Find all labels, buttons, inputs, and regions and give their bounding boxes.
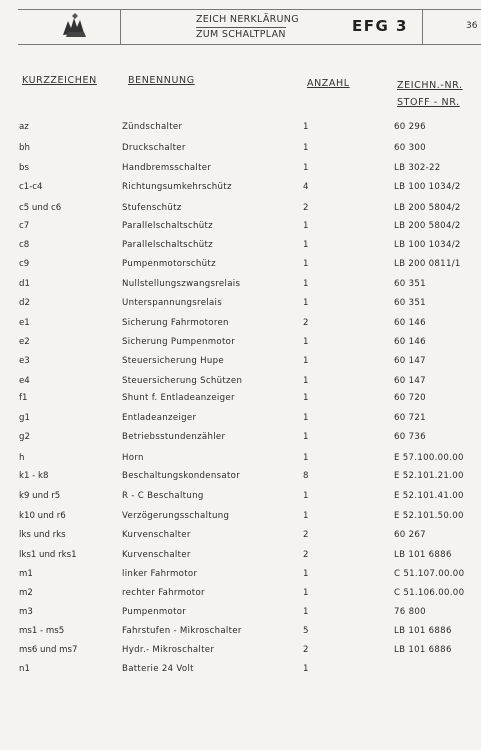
table-row xyxy=(0,259,481,277)
component-code: c1-c4 xyxy=(19,182,43,192)
component-reference: 60 720 xyxy=(394,393,426,403)
component-quantity: 1 xyxy=(303,607,309,617)
component-name: Hydr.- Mikroschalter xyxy=(122,645,215,655)
component-code: e2 xyxy=(19,337,30,347)
component-quantity: 1 xyxy=(303,413,309,423)
column-header-code: KURZZEICHEN xyxy=(22,75,97,86)
component-name: Parallelschaltschütz xyxy=(122,221,213,231)
component-name: Steuersicherung Hupe xyxy=(122,356,224,366)
component-quantity: 1 xyxy=(303,588,309,598)
component-code: g1 xyxy=(19,413,30,423)
component-quantity: 1 xyxy=(303,279,309,289)
component-reference: LB 200 5804/2 xyxy=(394,203,461,213)
table-row xyxy=(0,626,481,644)
component-reference: 60 351 xyxy=(394,279,426,289)
model-label: EFG 3 xyxy=(352,17,408,35)
component-quantity: 2 xyxy=(303,530,309,540)
component-reference: LB 100 1034/2 xyxy=(394,240,461,250)
table-row xyxy=(0,356,481,374)
component-code: c5 und c6 xyxy=(19,203,62,213)
table-row xyxy=(0,318,481,336)
component-code: h xyxy=(19,453,25,463)
component-reference: 60 267 xyxy=(394,530,426,540)
component-reference: C 51.106.00.00 xyxy=(394,588,465,598)
component-name: Parallelschaltschütz xyxy=(122,240,213,250)
component-name: Stufenschütz xyxy=(122,203,182,213)
component-reference: LB 100 1034/2 xyxy=(394,182,461,192)
table-row xyxy=(0,607,481,625)
component-quantity: 2 xyxy=(303,550,309,560)
component-quantity: 1 xyxy=(303,143,309,153)
table-row xyxy=(0,337,481,355)
table-row xyxy=(0,588,481,606)
component-quantity: 5 xyxy=(303,626,309,636)
component-quantity: 2 xyxy=(303,318,309,328)
table-row xyxy=(0,491,481,509)
component-name: rechter Fahrmotor xyxy=(122,588,205,598)
table-row xyxy=(0,122,481,140)
component-reference: 60 721 xyxy=(394,413,426,423)
table-row xyxy=(0,432,481,450)
component-code: lks1 und rks1 xyxy=(19,550,77,560)
component-reference: 76 800 xyxy=(394,607,426,617)
component-reference: LB 200 0811/1 xyxy=(394,259,461,269)
component-name: Shunt f. Entladeanzeiger xyxy=(122,393,235,403)
component-name: Batterie 24 Volt xyxy=(122,664,194,674)
component-code: e4 xyxy=(19,376,30,386)
component-name: Pumpenmotorschütz xyxy=(122,259,216,269)
component-quantity: 1 xyxy=(303,240,309,250)
component-code: f1 xyxy=(19,393,28,403)
header-divider xyxy=(120,10,121,44)
component-quantity: 1 xyxy=(303,259,309,269)
table-row xyxy=(0,569,481,587)
table-row xyxy=(0,298,481,316)
component-code: e1 xyxy=(19,318,30,328)
component-quantity: 1 xyxy=(303,337,309,347)
component-reference: E 57.100.00.00 xyxy=(394,453,464,463)
component-code: e3 xyxy=(19,356,30,366)
component-code: c7 xyxy=(19,221,30,231)
component-name: Sicherung Fahrmotoren xyxy=(122,318,229,328)
component-code: n1 xyxy=(19,664,30,674)
component-name: Beschaltungskondensator xyxy=(122,471,241,481)
component-name: Kurvenschalter xyxy=(122,530,191,540)
component-reference: LB 101 6886 xyxy=(394,550,452,560)
component-quantity: 2 xyxy=(303,203,309,213)
component-quantity: 1 xyxy=(303,356,309,366)
table-row xyxy=(0,530,481,548)
table-row xyxy=(0,511,481,529)
component-reference: 60 351 xyxy=(394,298,426,308)
component-quantity: 1 xyxy=(303,491,309,501)
component-code: d2 xyxy=(19,298,30,308)
component-name: Sicherung Pumpenmotor xyxy=(122,337,236,347)
component-reference: 60 146 xyxy=(394,318,426,328)
component-reference: C 51.107.00.00 xyxy=(394,569,465,579)
table-row xyxy=(0,221,481,239)
table-row xyxy=(0,163,481,181)
component-code: k10 und r6 xyxy=(19,511,66,521)
column-header-material-number: STOFF - NR. xyxy=(397,97,460,108)
header-divider xyxy=(422,10,423,44)
page-header xyxy=(18,9,481,45)
component-reference: E 52.101.21.00 xyxy=(394,471,464,481)
component-code: ms6 und ms7 xyxy=(19,645,78,655)
table-row xyxy=(0,453,481,471)
component-code: c9 xyxy=(19,259,30,269)
component-quantity: 8 xyxy=(303,471,309,481)
table-row xyxy=(0,182,481,200)
component-reference: 60 736 xyxy=(394,432,426,442)
component-code: d1 xyxy=(19,279,30,289)
component-name: R - C Beschaltung xyxy=(122,491,204,501)
component-code: m2 xyxy=(19,588,33,598)
component-name: Nullstellungszwangsrelais xyxy=(122,279,241,289)
component-code: m1 xyxy=(19,569,33,579)
component-code: g2 xyxy=(19,432,30,442)
component-code: m3 xyxy=(19,607,33,617)
component-name: Handbremsschalter xyxy=(122,163,212,173)
table-row xyxy=(0,203,481,221)
component-name: Verzögerungsschaltung xyxy=(122,511,230,521)
table-row xyxy=(0,550,481,568)
component-quantity: 1 xyxy=(303,376,309,386)
component-name: Unterspannungsrelais xyxy=(122,298,222,308)
component-quantity: 1 xyxy=(303,298,309,308)
table-row xyxy=(0,413,481,431)
table-row xyxy=(0,376,481,394)
component-quantity: 2 xyxy=(303,645,309,655)
component-code: k9 und r5 xyxy=(19,491,61,501)
component-quantity: 1 xyxy=(303,664,309,674)
component-reference: 60 147 xyxy=(394,376,426,386)
component-reference: LB 302-22 xyxy=(394,163,441,173)
component-name: Fahrstufen - Mikroschalter xyxy=(122,626,242,636)
header-title-line2: ZUM SCHALTPLAN xyxy=(196,29,286,40)
table-row xyxy=(0,393,481,411)
table-row xyxy=(0,279,481,297)
column-header-drawing-number: ZEICHN.-NR. xyxy=(397,80,463,91)
component-reference: 60 146 xyxy=(394,337,426,347)
component-name: Horn xyxy=(122,453,144,463)
component-name: Steuersicherung Schützen xyxy=(122,376,243,386)
component-reference: 60 300 xyxy=(394,143,426,153)
page-number: 36 xyxy=(466,21,478,31)
component-code: k1 - k8 xyxy=(19,471,49,481)
component-name: Betriebsstundenzähler xyxy=(122,432,226,442)
component-quantity: 1 xyxy=(303,163,309,173)
column-header-name: BENENNUNG xyxy=(128,75,195,86)
component-quantity: 1 xyxy=(303,393,309,403)
component-code: ms1 - ms5 xyxy=(19,626,65,636)
table-row xyxy=(0,645,481,663)
component-code: az xyxy=(19,122,29,132)
component-reference: LB 200 5804/2 xyxy=(394,221,461,231)
component-quantity: 4 xyxy=(303,182,309,192)
component-reference: 60 147 xyxy=(394,356,426,366)
component-reference: LB 101 6886 xyxy=(394,645,452,655)
component-name: Druckschalter xyxy=(122,143,186,153)
component-reference: LB 101 6886 xyxy=(394,626,452,636)
component-name: Pumpenmotor xyxy=(122,607,187,617)
component-name: Kurvenschalter xyxy=(122,550,191,560)
component-code: bh xyxy=(19,143,30,153)
component-quantity: 1 xyxy=(303,432,309,442)
table-row xyxy=(0,664,481,682)
component-quantity: 1 xyxy=(303,569,309,579)
header-title-line1: ZEICH NERKLÄRUNG xyxy=(196,14,299,25)
component-reference: E 52.101.50.00 xyxy=(394,511,464,521)
table-row xyxy=(0,471,481,489)
table-row xyxy=(0,143,481,161)
column-header-quantity: ANZAHL xyxy=(307,78,350,89)
component-name: linker Fahrmotor xyxy=(122,569,198,579)
component-quantity: 1 xyxy=(303,511,309,521)
component-quantity: 1 xyxy=(303,221,309,231)
component-code: lks und rks xyxy=(19,530,66,540)
table-row xyxy=(0,240,481,258)
component-code: bs xyxy=(19,163,29,173)
component-reference: 60 296 xyxy=(394,122,426,132)
component-code: c8 xyxy=(19,240,30,250)
component-name: Richtungsumkehrschütz xyxy=(122,182,232,192)
component-quantity: 1 xyxy=(303,122,309,132)
company-logo-icon xyxy=(60,13,90,41)
component-name: Entladeanzeiger xyxy=(122,413,197,423)
component-reference: E 52.101.41.00 xyxy=(394,491,464,501)
component-name: Zündschalter xyxy=(122,122,183,132)
component-quantity: 1 xyxy=(303,453,309,463)
